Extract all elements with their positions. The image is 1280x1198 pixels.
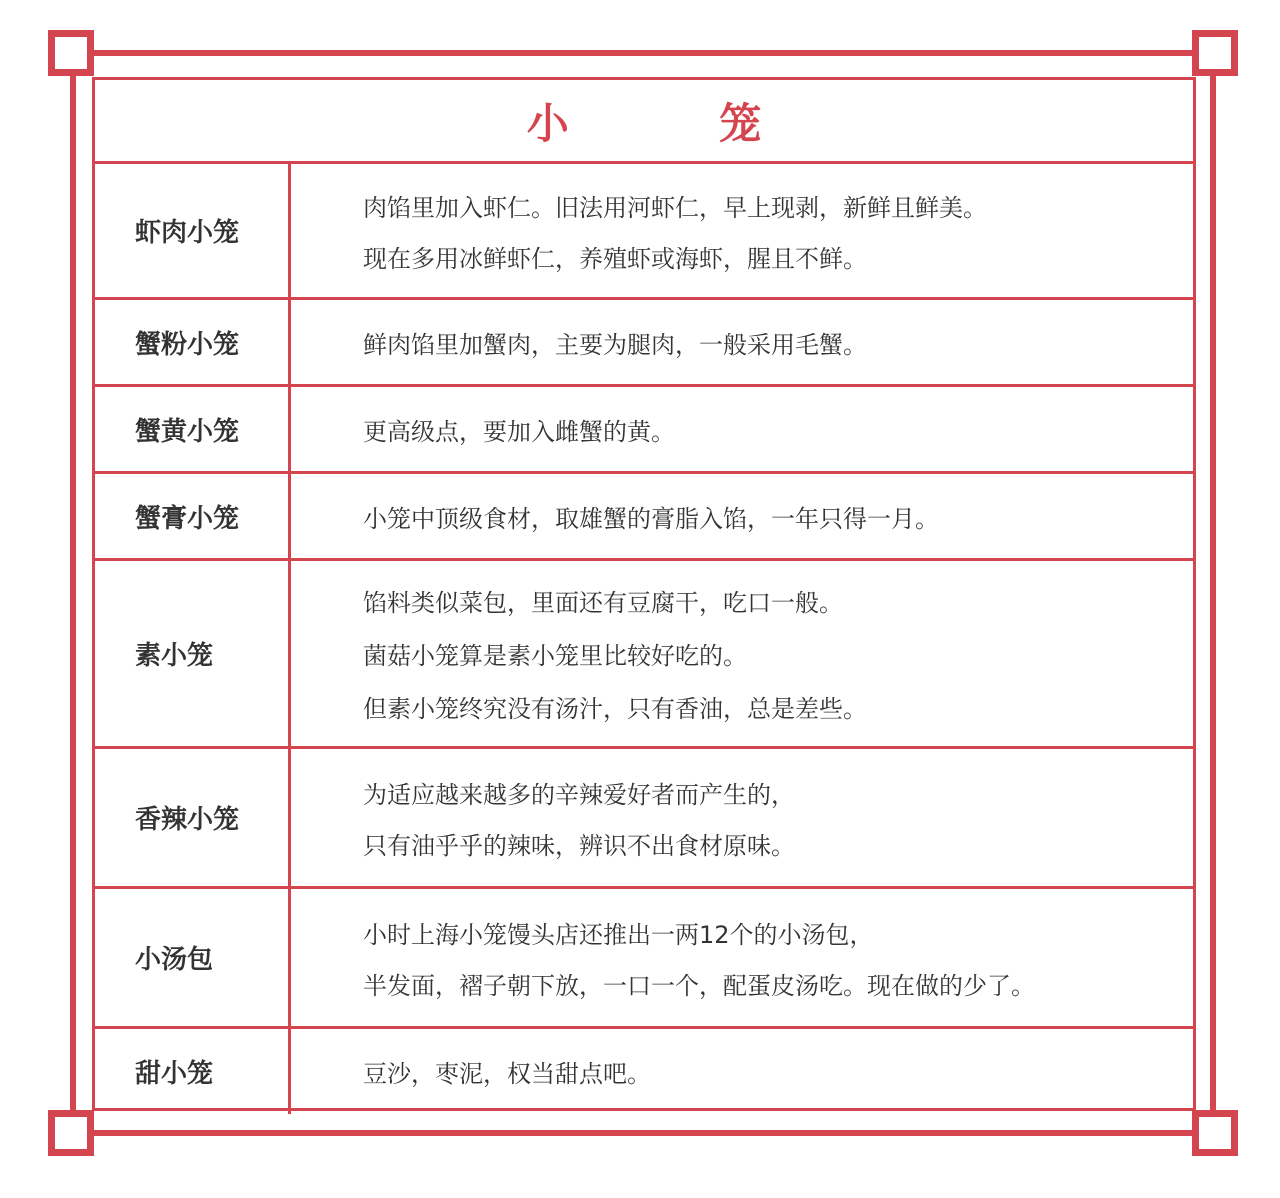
frame-corner-top-right bbox=[1192, 30, 1238, 76]
description-line: 只有油乎乎的辣味，辨识不出食材原味。 bbox=[363, 831, 795, 860]
frame-right-line bbox=[1210, 50, 1216, 1136]
table-row bbox=[95, 561, 1193, 749]
table-row bbox=[95, 889, 1193, 1029]
description-line: 馅料类似菜包，里面还有豆腐干，吃口一般。 bbox=[363, 589, 843, 617]
variety-description bbox=[291, 749, 1193, 886]
table-row bbox=[95, 164, 1193, 300]
description-line: 小时上海小笼馒头店还推出一两12个的小汤包， bbox=[363, 920, 874, 949]
table-row bbox=[95, 387, 1193, 474]
variety-description bbox=[291, 561, 1193, 746]
description-line: 半发面，褶子朝下放，一口一个，配蛋皮汤吃。现在做的少了。 bbox=[363, 971, 1035, 1000]
xiaolong-table bbox=[92, 77, 1196, 1111]
variety-name: 甜小笼 bbox=[95, 1029, 291, 1114]
variety-name: 蟹黄小笼 bbox=[95, 387, 291, 471]
variety-name: 蟹粉小笼 bbox=[95, 300, 291, 384]
page-title: 小 笼 bbox=[526, 98, 830, 148]
description-line: 现在多用冰鲜虾仁，养殖虾或海虾，腥且不鲜。 bbox=[363, 244, 867, 273]
table-row bbox=[95, 474, 1193, 561]
frame-corner-bottom-left bbox=[48, 1110, 94, 1156]
description-line: 豆沙，枣泥，权当甜点吧。 bbox=[363, 1060, 651, 1088]
frame-bottom-line bbox=[70, 1130, 1216, 1136]
description-line: 小笼中顶级食材，取雄蟹的膏脂入馅，一年只得一月。 bbox=[363, 504, 939, 533]
frame-corner-bottom-right bbox=[1192, 1110, 1238, 1156]
variety-name: 素小笼 bbox=[95, 561, 291, 746]
table-row bbox=[95, 300, 1193, 387]
description-line: 菌菇小笼算是素小笼里比较好吃的。 bbox=[363, 642, 747, 670]
variety-description bbox=[291, 387, 1193, 471]
variety-description bbox=[291, 889, 1193, 1026]
description-line: 但素小笼终究没有汤汁，只有香油，总是差些。 bbox=[363, 695, 867, 723]
variety-name: 香辣小笼 bbox=[95, 749, 291, 886]
description-line: 肉馅里加入虾仁。旧法用河虾仁，早上现剥，新鲜且鲜美。 bbox=[363, 193, 987, 222]
table-row bbox=[95, 1029, 1193, 1114]
description-line: 更高级点，要加入雌蟹的黄。 bbox=[363, 417, 675, 446]
description-line: 为适应越来越多的辛辣爱好者而产生的， bbox=[363, 780, 795, 809]
variety-description bbox=[291, 1029, 1193, 1114]
title-row bbox=[95, 80, 1193, 164]
variety-description bbox=[291, 474, 1193, 558]
frame-corner-top-left bbox=[48, 30, 94, 76]
variety-name: 虾肉小笼 bbox=[95, 164, 291, 297]
variety-name: 小汤包 bbox=[95, 889, 291, 1026]
variety-name: 蟹膏小笼 bbox=[95, 474, 291, 558]
frame-top-line bbox=[70, 50, 1216, 56]
table-row bbox=[95, 749, 1193, 889]
frame-left-line bbox=[70, 50, 76, 1136]
variety-description bbox=[291, 164, 1193, 297]
description-line: 鲜肉馅里加蟹肉，主要为腿肉，一般采用毛蟹。 bbox=[363, 330, 867, 359]
variety-description bbox=[291, 300, 1193, 384]
